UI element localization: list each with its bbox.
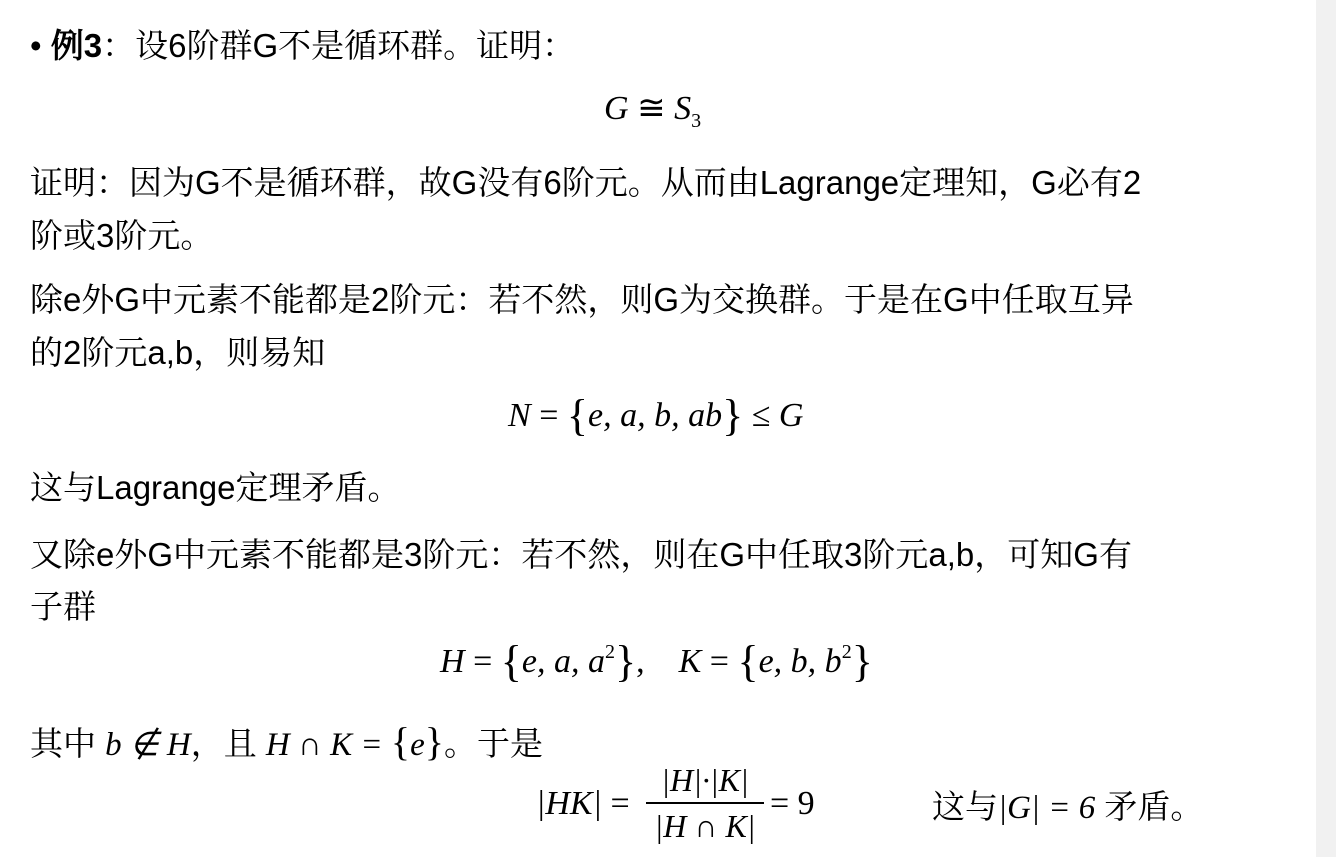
proof-p3: 这与Lagrange定理矛盾。 [30, 469, 401, 506]
conclusion-text2: 矛盾。 [1104, 788, 1204, 825]
claim-sub: 3 [691, 110, 702, 132]
example-colon: ： [102, 27, 136, 64]
proof-p2-line1: 除e外G中元素不能都是2阶元：若不然，则G为交换群。于是在G中任取互异 [30, 281, 1134, 318]
HK-denominator: |H ∩ K| [654, 808, 756, 844]
formula-K-eq: = [709, 643, 729, 680]
claim-rhs: S [674, 90, 692, 127]
formula-K-exp: 2 [841, 641, 852, 663]
formula-N-eq: = [539, 397, 559, 434]
left-brace: { [737, 637, 759, 686]
proof-p1-line1: 证明：因为G不是循环群，故G没有6阶元。从而由Lagrange定理知，G必有2 [30, 164, 1142, 201]
formula-HK-lhs [536, 785, 630, 823]
conclusion-math: |G| = 6 [998, 790, 1096, 826]
formula-K-lhs: K [678, 643, 702, 680]
HK-result: = 9 [770, 785, 815, 822]
proof-p1-line2: 阶或3阶元。 [30, 217, 214, 254]
formula-N-lhs: N [508, 397, 531, 434]
p5-text2: ，且 [190, 725, 257, 762]
vertical-scrollbar[interactable] [1316, 0, 1336, 857]
HK-eq: = [610, 785, 630, 822]
conclusion-text1: 这与 [932, 788, 998, 825]
formula-N-rhs: G [778, 397, 804, 434]
left-brace: { [390, 719, 411, 764]
p5-set: e [410, 727, 425, 763]
formula-N [508, 390, 803, 441]
formula-H-lhs: H [440, 643, 465, 680]
left-brace: { [500, 637, 522, 686]
formula-H-exp: 2 [604, 641, 615, 663]
left-brace: { [566, 391, 588, 440]
proof-p2-line2: 的2阶元a,b，则易知 [30, 334, 326, 371]
p5-text3: 。于是 [443, 725, 543, 762]
p5-text1: 其中 [30, 725, 96, 762]
right-brace: } [722, 391, 744, 440]
proof-p5 [30, 719, 543, 765]
conclusion [932, 787, 1203, 828]
example-statement [30, 26, 575, 66]
example-label: 例3 [50, 27, 103, 64]
claim-lhs: G [604, 90, 629, 127]
example-text: 设6阶群G不是循环群。证明： [135, 27, 576, 64]
proof-p4-line2: 子群 [30, 588, 96, 625]
formula-HK-subgroups [440, 636, 873, 687]
p5-math2: H ∩ K = [265, 727, 391, 763]
right-brace: } [851, 637, 873, 686]
HK-fraction [646, 760, 764, 846]
right-brace: } [424, 719, 444, 764]
HK-numerator: |H|·|K| [661, 762, 749, 798]
right-brace: } [614, 637, 637, 686]
p5-math1: b ∉ H [105, 727, 191, 763]
proof-p4-line1: 又除e外G中元素不能都是3阶元：若不然，则在G中任取3阶元a,b，可知G有 [30, 536, 1132, 573]
formula-N-set: e, a, b, ab [588, 397, 723, 434]
formula-sep: , [636, 643, 645, 680]
HK-lhs: |HK| [536, 785, 602, 822]
formula-H-set: e, a, a [521, 643, 605, 680]
formula-K-set: e, b, b [758, 643, 842, 680]
bullet: • [30, 27, 42, 64]
claim-rel: ≅ [637, 90, 666, 127]
claim-formula [604, 88, 701, 133]
formula-H-eq: = [473, 643, 493, 680]
formula-N-rel: ≤ [751, 397, 771, 434]
fraction-bar [646, 802, 764, 804]
